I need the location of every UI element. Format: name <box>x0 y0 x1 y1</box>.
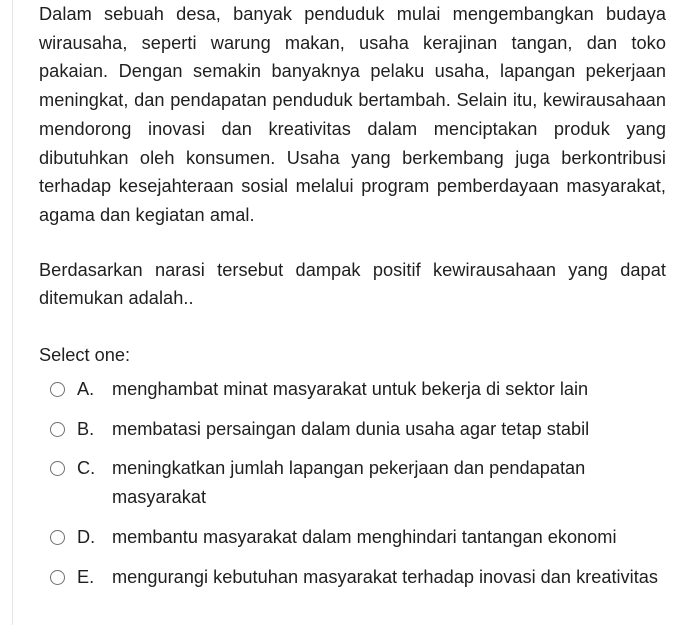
option-letter: C. <box>77 458 96 479</box>
select-one-label: Select one: <box>39 345 130 366</box>
radio-button-c[interactable] <box>50 461 65 476</box>
option-text: menghambat minat masyarakat untuk bekerja di sektor lain <box>112 379 589 400</box>
option-text: membantu masyarakat dalam menghindari tantangan ekonomi <box>112 526 617 547</box>
option-text: membatasi persaingan dalam dunia usaha agar tetap stabil <box>112 418 590 439</box>
radio-button-e[interactable] <box>50 570 65 585</box>
radio-button-d[interactable] <box>50 530 65 545</box>
answer-options <box>39 375 666 591</box>
option-a[interactable] <box>50 375 666 404</box>
option-text: meningkatkan jumlah lapangan pekerjaan dan pendapatan masyarakat <box>112 458 586 508</box>
option-d[interactable] <box>50 523 666 552</box>
radio-button-a[interactable] <box>50 382 65 397</box>
radio-button-b[interactable] <box>50 422 65 437</box>
option-letter: B. <box>77 418 95 439</box>
option-letter: D. <box>77 526 96 547</box>
option-letter: E. <box>77 566 95 587</box>
option-b[interactable] <box>50 415 666 444</box>
option-e[interactable] <box>50 563 666 592</box>
option-letter: A. <box>77 379 95 400</box>
option-text: mengurangi kebutuhan masyarakat terhadap inovasi dan kreativitas <box>112 566 658 587</box>
question-narrative: Dalam sebuah desa, banyak penduduk mulai mengembangkan budaya wirausaha, seperti warung makan, usaha kerajinan tangan, dan toko pakaian. Dengan semakin banyaknya pelaku usaha, lapangan pekerjaan meningkat, dan pendapatan penduduk bertambah. Selain itu, kewirausahaan mendorong inovasi dan kreativitas dalam menciptakan produk yang dibutuhkan oleh konsumen. Usaha yang berkembang juga berkontribusi terhadap kesejahteraan sosial melalui program pemberdayaan masyarakat, agama dan kegiatan amal. <box>39 4 666 225</box>
question-prompt: Berdasarkan narasi tersebut dampak positif kewirausahaan yang dapat ditemukan adalah.. <box>39 259 666 309</box>
panel-left-border <box>12 0 13 625</box>
option-c[interactable] <box>50 454 666 511</box>
question-panel <box>39 0 666 602</box>
